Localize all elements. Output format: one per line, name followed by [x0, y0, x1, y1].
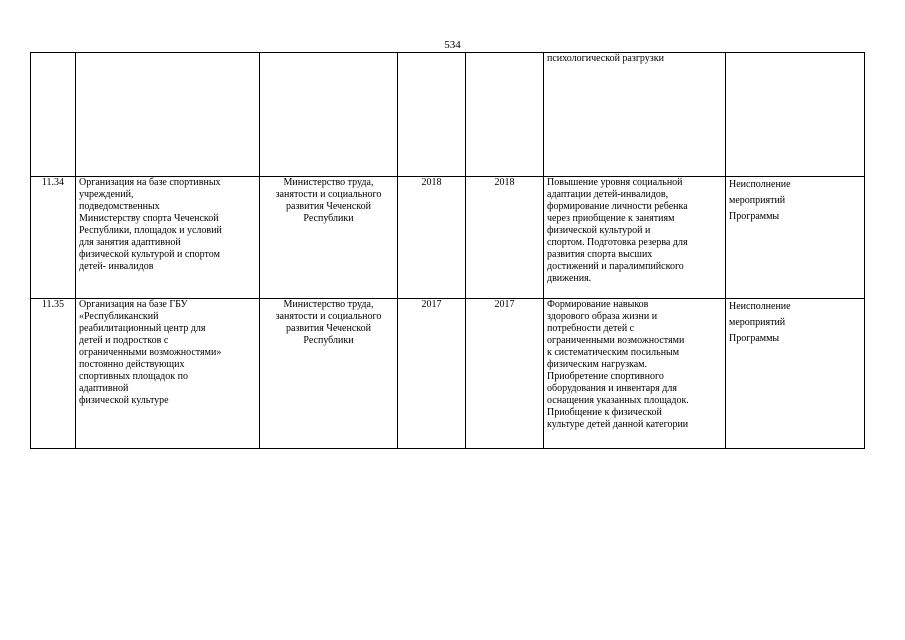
row-number: 11.34: [41, 177, 65, 188]
start-year: 2018: [421, 177, 442, 188]
cell-activity: [76, 299, 260, 449]
cell-start-year: [398, 53, 466, 177]
consequences-text: Неисполнение мероприятий Программы: [729, 179, 791, 222]
cell-activity: [76, 177, 260, 299]
table-row: [31, 177, 865, 299]
cell-expected-result: [544, 299, 726, 449]
table-row-continuation: [31, 53, 865, 177]
cell-expected-result: [544, 177, 726, 299]
cell-consequences: [726, 299, 865, 449]
executor-text: Министерство труда, занятости и социального развития Чеченской Республики: [275, 299, 382, 346]
cell-consequences: [726, 53, 865, 177]
cell-start-year: [398, 299, 466, 449]
cell-activity: [76, 53, 260, 177]
activity-text: Организация на базе спортивных учреждений, подведомственных Министерству спорта Чеченской Республики, площадок и условий для занятия адаптивной физической культурой и спортом детей- инвалидов: [79, 177, 222, 272]
cell-consequences: [726, 177, 865, 299]
cell-start-year: [398, 177, 466, 299]
expected-result-text: психологической разгрузки: [547, 53, 664, 64]
consequences-text: Неисполнение мероприятий Программы: [729, 301, 791, 344]
page-number: 534: [444, 39, 461, 51]
expected-result-text: Повышение уровня социальной адаптации детей-инвалидов, формирование личности ребенка через приобщение к занятиям физической культурой и спортом. Подготовка резерва для развития спорта высших достижений и паралимпийского движения.: [547, 177, 688, 284]
cell-end-year: [466, 177, 544, 299]
cell-num: [31, 299, 76, 449]
program-activities-table: [30, 52, 865, 449]
cell-executor: [260, 177, 398, 299]
start-year: 2017: [421, 299, 442, 310]
cell-num: [31, 177, 76, 299]
cell-executor: [260, 299, 398, 449]
cell-end-year: [466, 53, 544, 177]
row-number: 11.35: [41, 299, 65, 310]
table-row: [31, 299, 865, 449]
cell-end-year: [466, 299, 544, 449]
activity-text: Организация на базе ГБУ «Республиканский реабилитационный центр для детей и подростков с ограниченными возможностями» постоянно действующих спортивных площадок по адаптивной физической культуре: [79, 299, 222, 406]
cell-num: [31, 53, 76, 177]
executor-text: Министерство труда, занятости и социального развития Чеченской Республики: [275, 177, 382, 224]
cell-expected-result: [544, 53, 726, 177]
expected-result-text: Формирование навыков здорового образа жизни и потребности детей с ограниченными возможностями к систематическим посильным физическим нагрузкам. Приобретение спортивного оборудования и инвентаря для оснащения указанных площадок. Приобщение к физической культуре детей данной категории: [547, 299, 689, 430]
end-year: 2017: [494, 299, 515, 310]
cell-executor: [260, 53, 398, 177]
end-year: 2018: [494, 177, 515, 188]
